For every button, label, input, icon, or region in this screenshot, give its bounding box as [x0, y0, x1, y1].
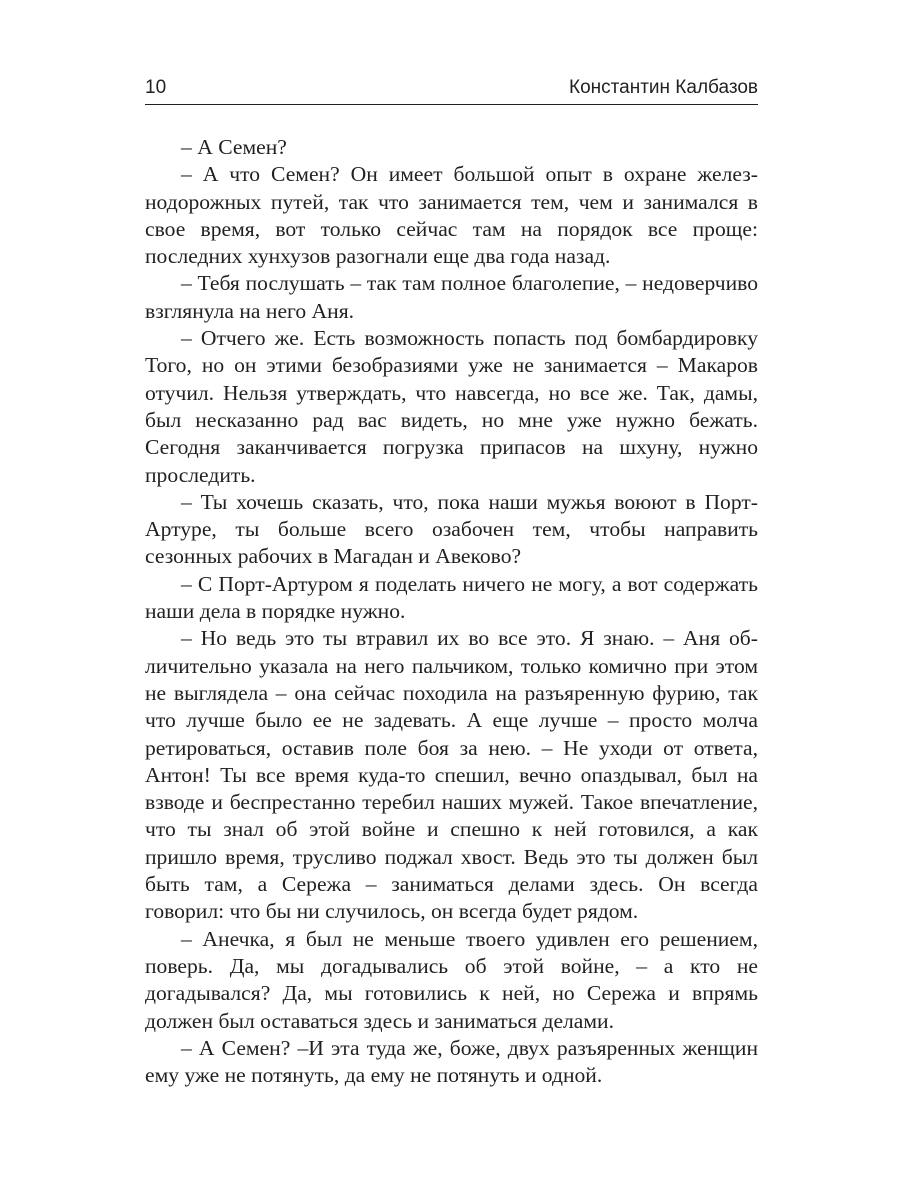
paragraph-2: – А что Семен? Он имеет большой опыт в охране железнодорожных путей, так что занимается тем, чем и занимался в свое время, вот только сейчас там на порядок все проще: последних хунхузов разогнали еще два года назад.: [145, 162, 758, 269]
page-header: [145, 76, 758, 105]
paragraph-6: – С Порт-Артуром я поделать ничего не могу, а вот содержать наши дела в порядке нужно.: [145, 571, 758, 624]
body-text: [145, 134, 758, 1089]
page-number: 10: [145, 77, 167, 98]
running-title: Константин Калбазов: [569, 77, 758, 98]
paragraph-7: – Но ведь это ты втравил их во все это. Я знаю. – Аня обличительно указала на него пальчиком, только комично при этом не выглядела – она сейчас походила на разъяренную фурию, так что лучше было ее не задевать. А еще лучше – просто молча ретироваться, оставив поле боя за нею. – Не уходи от ответа, Антон! Ты все время куда-то спешил, вечно опаздывал, был на взводе и беспрестанно теребил наших мужей. Такое впечатление, что ты знал об этой войне и спешно к ней готовился, а как пришло время, трусливо поджал хвост. Ведь это ты должен был быть там, а Сережа – заниматься делами здесь. Он всегда говорил: что бы ни случилось, он всегда будет рядом.: [145, 626, 758, 924]
paragraph-8: – Анечка, я был не меньше твоего удивлен его решением, поверь. Да, мы догадывались об этой войне, – а кто не догадывался? Да, мы готовились к ней, но Сережа и впрямь должен был оставаться здесь и заниматься делами.: [145, 926, 758, 1033]
paragraph-9: – А Семен? –И эта туда же, боже, двух разъяренных женщин ему уже не потянуть, да ему не потянуть и одной.: [145, 1035, 758, 1088]
paragraph-1: – А Семен?: [181, 135, 287, 159]
paragraph-5: – Ты хочешь сказать, что, пока наши мужья воюют в Порт-Артуре, ты больше всего озабочен тем, чтобы направить сезонных рабочих в Магадан и Авеково?: [145, 489, 758, 569]
paragraph-4: – Отчего же. Есть возможность попасть под бомбардировку Того, но он этими безобразиями уже не занимается – Макаров отучил. Нельзя утверждать, что навсегда, но все же. Так, дамы, был несказанно рад вас видеть, но мне уже нужно бежать. Сегодня заканчивается погрузка припасов на шхуну, нужно проследить.: [145, 326, 758, 487]
paragraph-3: – Тебя послушать – так там полное благолепие, – недоверчиво взглянула на него Аня.: [145, 271, 758, 323]
